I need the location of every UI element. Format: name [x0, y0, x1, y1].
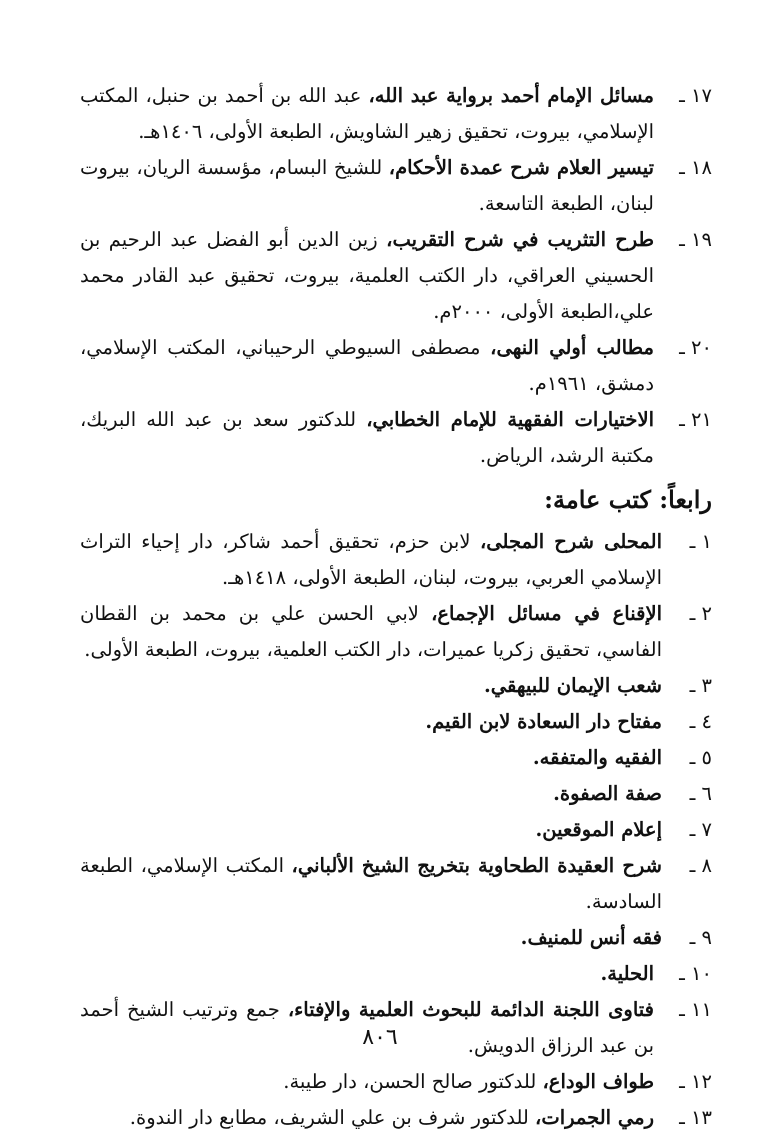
entry-number: ١١ ـ — [679, 998, 712, 1021]
entry-title: المحلى شرح المجلى، — [479, 530, 663, 553]
entry-title: إعلام الموقعين. — [535, 818, 662, 841]
entry-title: مطالب أولي النهى، — [490, 336, 654, 359]
entry-number: ٨ ـ — [689, 854, 712, 877]
entry-number: ٩ ـ — [689, 926, 712, 949]
entry-details: عبد الله بن أحمد بن حنبل، المكتب الإسلامي، بيروت، تحقيق زهير الشاويش، الطبعة الأولى، ١٤٠٦هـ. — [80, 84, 654, 143]
entry-number: ٢١ ـ — [679, 408, 712, 431]
entry-number: ٧ ـ — [689, 818, 712, 841]
entry-number: ١٣ ـ — [679, 1106, 712, 1129]
entry-number: ٢ ـ — [689, 602, 712, 625]
entry-details: للشيخ البسام، مؤسسة الريان، بيروت لبنان، الطبعة التاسعة. — [80, 156, 654, 215]
bibliography-entry — [80, 740, 712, 776]
entry-number: ٥ ـ — [689, 746, 712, 769]
entry-title: الحلية. — [600, 962, 654, 985]
section-heading: رابعاً: كتب عامة: — [544, 485, 712, 514]
entry-title: شرح العقيدة الطحاوية بتخريج الشيخ الألباني، — [291, 854, 662, 877]
bibliography-entry — [80, 596, 712, 668]
entry-details: المكتب الإسلامي، الطبعة السادسة. — [80, 854, 662, 913]
entry-title: مسائل الإمام أحمد برواية عبد الله، — [368, 84, 654, 107]
bibliography-entry — [80, 668, 712, 704]
entry-number: ٦ ـ — [689, 782, 712, 805]
entry-title: فقه أنس للمنيف. — [520, 926, 662, 949]
entry-title: الإقناع في مسائل الإجماع، — [431, 602, 662, 625]
entry-details: مصطفى السيوطي الرحيباني، المكتب الإسلامي، دمشق، ١٩٦١م. — [80, 336, 654, 395]
entry-number: ٢٠ ـ — [679, 336, 712, 359]
entry-number: ٣ ـ — [689, 674, 712, 697]
entry-title: صفة الصفوة. — [553, 782, 662, 805]
entry-details: لابن حزم، تحقيق أحمد شاكر، دار إحياء التراث الإسلامي العربي، بيروت، لبنان، الطبعة الأولى، ١٤١٨هـ. — [80, 530, 662, 589]
bibliography-section — [80, 78, 712, 474]
bibliography-entry — [80, 848, 712, 920]
bibliography-entry — [80, 330, 712, 402]
page-number: ٨٠٦ — [362, 1025, 398, 1050]
entry-number: ١٧ ـ — [679, 84, 712, 107]
bibliography-entry — [80, 956, 712, 992]
bibliography-entry — [80, 776, 712, 812]
entry-number: ٤ ـ — [689, 710, 712, 733]
entry-number: ١٩ ـ — [679, 228, 712, 251]
entry-title: طواف الوداع، — [542, 1070, 654, 1093]
entry-title: رمي الجمرات، — [535, 1106, 654, 1129]
entry-details: جمع وترتيب الشيخ أحمد بن عبد الرزاق الدويش. — [80, 998, 654, 1057]
bibliography-entry — [80, 524, 712, 596]
entry-details: للدكتور صالح الحسن، دار طيبة. — [283, 1070, 543, 1093]
entry-title: الفقيه والمتفقه. — [532, 746, 662, 769]
bibliography-entry — [80, 812, 712, 848]
entry-title: طرح التثريب في شرح التقريب، — [386, 228, 654, 251]
entry-title: فتاوى اللجنة الدائمة للبحوث العلمية والإفتاء، — [287, 998, 654, 1021]
entry-details: للدكتور سعد بن عبد الله البريك، مكتبة الرشد، الرياض. — [80, 408, 654, 467]
entry-number: ١ ـ — [689, 530, 712, 553]
entry-details: للدكتور شرف بن علي الشريف، مطابع دار الندوة. — [129, 1106, 536, 1129]
bibliography-entry — [80, 1100, 712, 1136]
entry-number: ١٠ ـ — [679, 962, 712, 985]
bibliography-entry — [80, 1064, 712, 1100]
bibliography-entry — [80, 78, 712, 150]
bibliography-entry — [80, 222, 712, 330]
entry-title: تيسير العلام شرح عمدة الأحكام، — [388, 156, 655, 179]
bibliography-entry — [80, 920, 712, 956]
bibliography-entry — [80, 150, 712, 222]
entry-title: مفتاح دار السعادة لابن القيم. — [425, 710, 662, 733]
page-body — [80, 78, 712, 1136]
entry-title: شعب الإيمان للبيهقي. — [483, 674, 662, 697]
entry-details: زين الدين أبو الفضل عبد الرحيم بن الحسيني العراقي، دار الكتب العلمية، بيروت، تحقيق عبد القادر محمد علي،الطبعة الأولى، ٢٠٠٠م. — [80, 228, 654, 323]
bibliography-entry — [80, 704, 712, 740]
bibliography-entry — [80, 402, 712, 474]
entry-number: ١٨ ـ — [679, 156, 712, 179]
entry-number: ١٢ ـ — [679, 1070, 712, 1093]
entry-details: لابي الحسن علي بن محمد بن القطان الفاسي، تحقيق زكريا عميرات، دار الكتب العلمية، بيروت، الطبعة الأولى. — [80, 602, 662, 661]
entry-title: الاختيارات الفقهية للإمام الخطابي، — [366, 408, 655, 431]
